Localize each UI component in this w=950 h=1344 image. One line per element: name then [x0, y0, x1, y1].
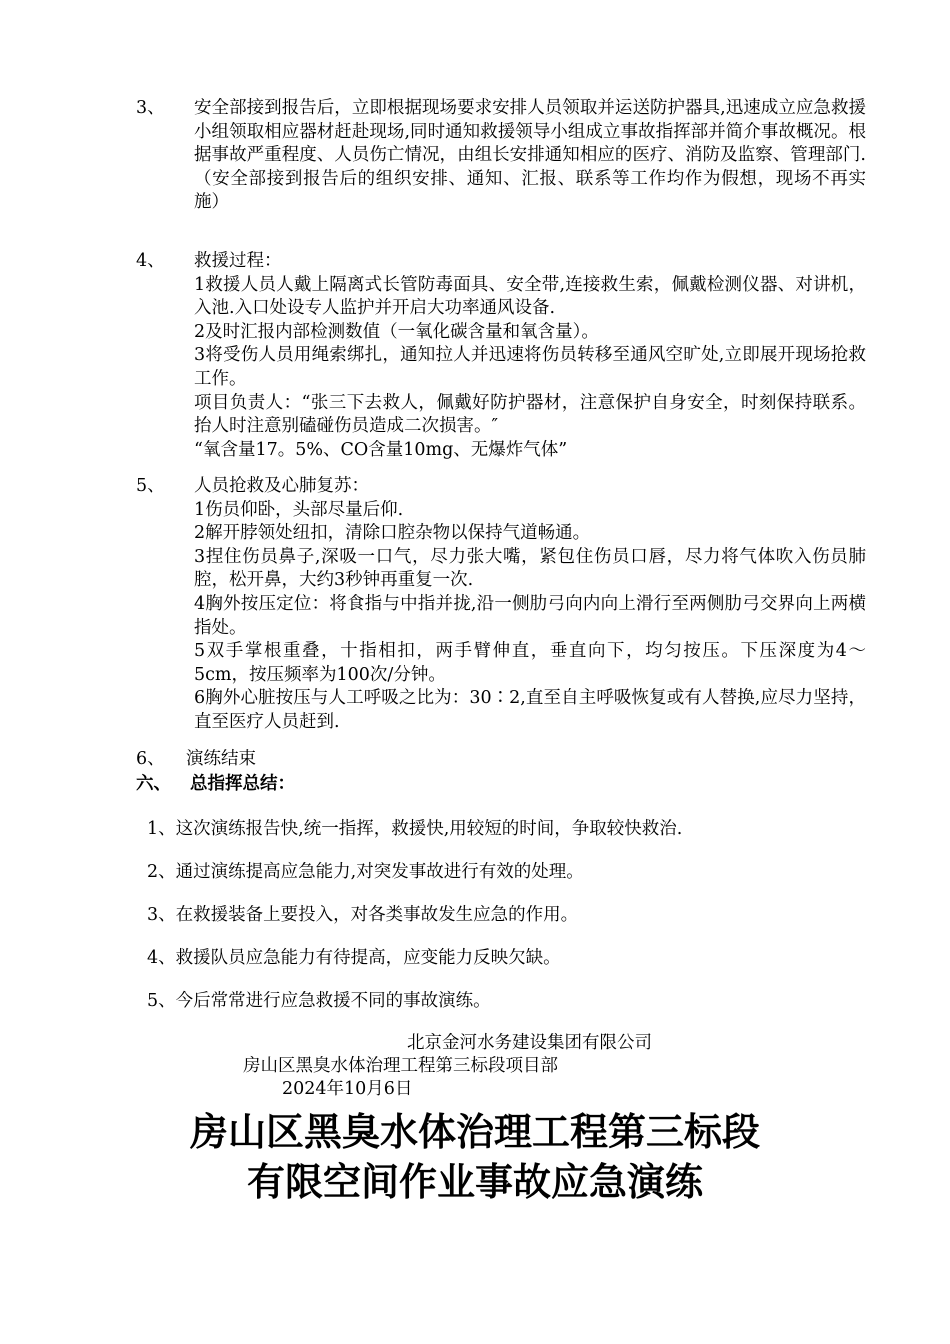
summary-item: 5、今后常常进行应急救援不同的事故演练。 — [147, 991, 491, 1011]
item-number: 3、 — [136, 98, 165, 118]
section-heading — [136, 772, 295, 796]
item-heading: 救援过程： — [194, 251, 282, 271]
item-number: 4、 — [136, 251, 165, 271]
document-title-line-2: 有限空间作业事故应急演练 — [246, 1160, 703, 1204]
item-paragraph: 1救援人员人戴上隔离式长管防毒面具、安全带,连接救生索，佩戴检测仪器、对讲机，入池.入口处设专人监护并开启大功率通风设备. — [194, 274, 866, 319]
signature-date: 2024年10月6日 — [282, 1079, 413, 1099]
item-paragraph: 2解开脖领处纽扣，清除口腔杂物以保持气道畅通。 — [194, 523, 591, 544]
item-heading: 人员抢救及心肺复苏： — [194, 476, 369, 496]
item-paragraph: 3将受伤人员用绳索绑扎，通知拉人并迅速将伤员转移至通风空旷处,立即展开现场抢救工作。 — [194, 345, 866, 389]
summary-item: 4、救援队员应急能力有待提高，应变能力反映欠缺。 — [147, 948, 561, 968]
section-title: 总指挥总结： — [190, 774, 295, 794]
document-title-line-1: 房山区黑臭水体治理工程第三标段 — [189, 1110, 760, 1154]
item-paragraph: 6胸外心脏按压与人工呼吸之比为：30∶2,直至自主呼吸恢复或有人替换,应尽力坚持，直至医疗人员赶到. — [194, 688, 866, 732]
item-paragraph: 2及时汇报内部检测数值（一氧化碳含量和氧含量）。 — [194, 321, 599, 342]
item-paragraph: 1伤员仰卧，头部尽量后仰. — [194, 499, 404, 520]
item-paragraph: 演练结束 — [186, 749, 256, 769]
signature-department: 房山区黑臭水体治理工程第三标段项目部 — [243, 1056, 558, 1076]
list-item — [136, 250, 866, 462]
item-number: 6、 — [136, 749, 165, 769]
list-item — [136, 748, 866, 772]
item-paragraph: 项目负责人：“张三下去救人，佩戴好防护器材，注意保护自身安全，时刻保持联系。抬人时注意别磕碰伤员造成二次损害。″ — [194, 392, 866, 437]
item-paragraph: “氧含量17。5%、CO含量10mg、无爆炸气体” — [194, 439, 568, 460]
summary-item: 2、通过演练提高应急能力,对突发事故进行有效的处理。 — [147, 862, 584, 882]
item-paragraph: 3捏住伤员鼻子,深吸一口气，尽力张大嘴，紧包住伤员口唇，尽力将气体吹入伤员肺腔，松开鼻，大约3秒钟再重复一次. — [194, 546, 866, 591]
item-paragraph: 5双手掌根重叠，十指相扣，两手臂伸直，垂直向下，均匀按压。下压深度为4～5cm，按压频率为100次/分钟。 — [194, 641, 866, 685]
item-number: 5、 — [136, 476, 165, 496]
list-item — [136, 97, 866, 215]
item-paragraph: 安全部接到报告后，立即根据现场要求安排人员领取并运送防护器具,迅速成立应急救援小组领取相应器材赶赴现场,同时通知救援领导小组成立事故指挥部并简介事故概况。根据事故严重程度、人员伤亡情况，由组长安排通知相应的医疗、消防及监察、管理部门.（安全部接到报告后的组织安排、通知、汇报、联系等工作均作为假想，现场不再实施） — [194, 98, 866, 213]
item-paragraph: 4胸外按压定位：将食指与中指并拢,沿一侧肋弓向内向上滑行至两侧肋弓交界向上两横指处。 — [194, 593, 866, 638]
section-number: 六、 — [136, 774, 171, 794]
list-item — [136, 475, 866, 735]
summary-item: 3、在救援装备上要投入，对各类事故发生应急的作用。 — [147, 905, 579, 925]
summary-item: 1、这次演练报告快,统一指挥，救援快,用较短的时间，争取较快救治. — [147, 819, 683, 839]
signature-company: 北京金河水务建设集团有限公司 — [407, 1033, 652, 1053]
